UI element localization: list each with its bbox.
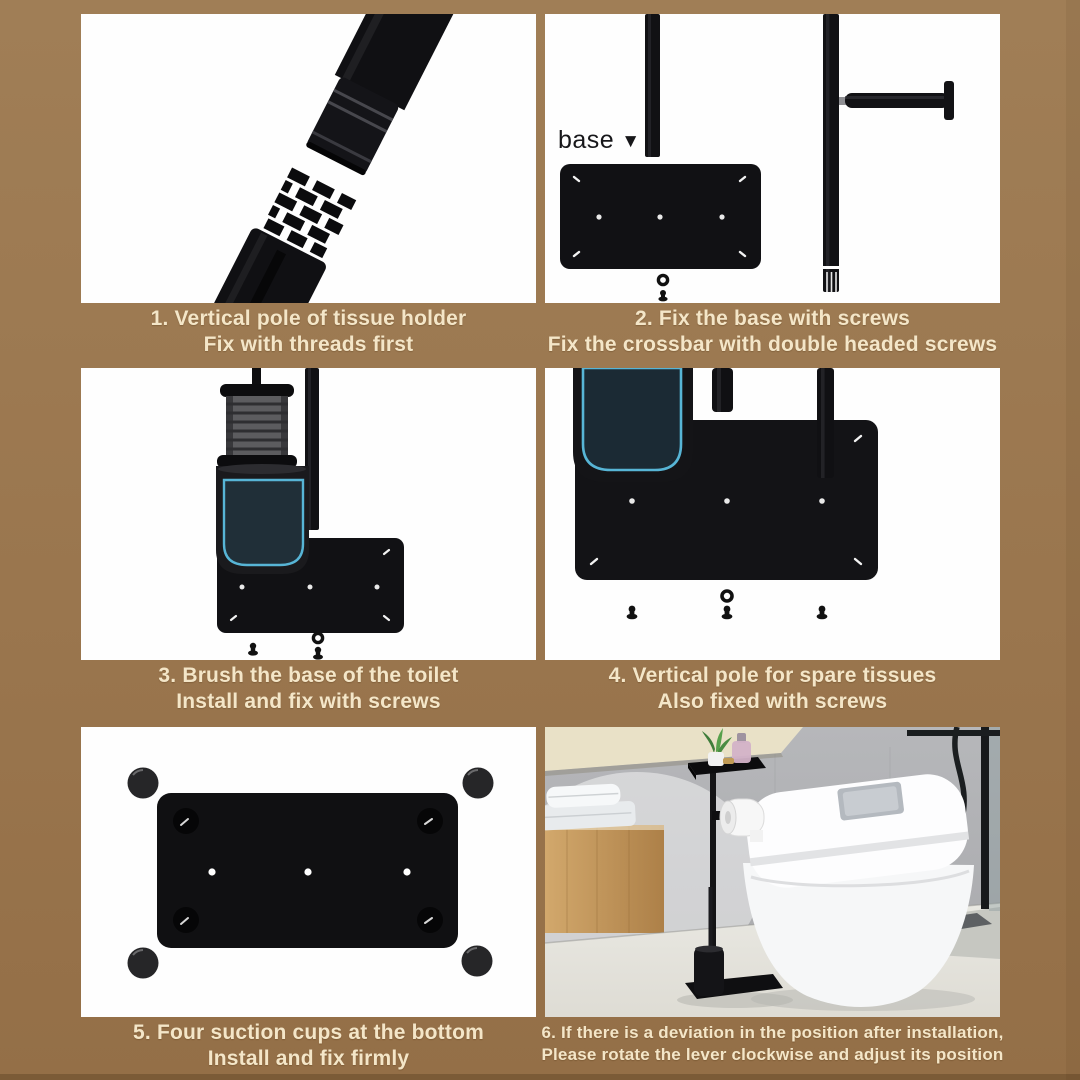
step2-panel (545, 14, 1000, 303)
base-annotation-text: base (558, 126, 615, 154)
step3-brush-base-illustration (81, 368, 536, 660)
step2-caption-line1: 2. Fix the base with screws (634, 307, 910, 330)
step3-caption (81, 663, 536, 715)
step2-caption-line2: Fix the crossbar with double headed screws (547, 333, 998, 356)
right-shade (1066, 0, 1080, 1080)
step1-pole-threads-illustration (81, 14, 536, 303)
step3-panel (81, 368, 536, 660)
bottom-shade (0, 1074, 1080, 1080)
step5-caption-line1: 5. Four suction cups at the bottom (133, 1021, 484, 1044)
step5-caption-line2: Install and fix firmly (207, 1047, 410, 1070)
step1-panel (81, 14, 536, 303)
step1-caption-line2: Fix with threads first (203, 333, 414, 356)
step6-caption-line2: Please rotate the lever clockwise and adjust its position (541, 1045, 1004, 1064)
step6-panel (545, 727, 1000, 1017)
base-annotation (558, 126, 641, 155)
step4-caption-line1: 4. Vertical pole for spare tissues (608, 664, 937, 687)
step1-caption (81, 306, 536, 358)
step2-base-screws-illustration (545, 14, 1000, 303)
step3-caption-line2: Install and fix with screws (176, 690, 441, 713)
step1-caption-line1: 1. Vertical pole of tissue holder (150, 307, 467, 330)
step6-bathroom-photo (545, 727, 1000, 1017)
step5-caption (81, 1020, 536, 1072)
down-arrow-icon: ▼ (621, 131, 641, 152)
step5-suction-cups-illustration (81, 727, 536, 1017)
step4-panel (545, 368, 1000, 660)
step4-caption (545, 663, 1000, 715)
step2-caption (537, 306, 1008, 358)
step3-caption-line1: 3. Brush the base of the toilet (158, 664, 459, 687)
step4-caption-line2: Also fixed with screws (657, 690, 888, 713)
step5-panel (81, 727, 536, 1017)
step6-caption (533, 1022, 1012, 1066)
step4-pole-base-illustration (545, 368, 1000, 660)
step6-caption-line1: 6. If there is a deviation in the position after installation, (541, 1023, 1004, 1042)
